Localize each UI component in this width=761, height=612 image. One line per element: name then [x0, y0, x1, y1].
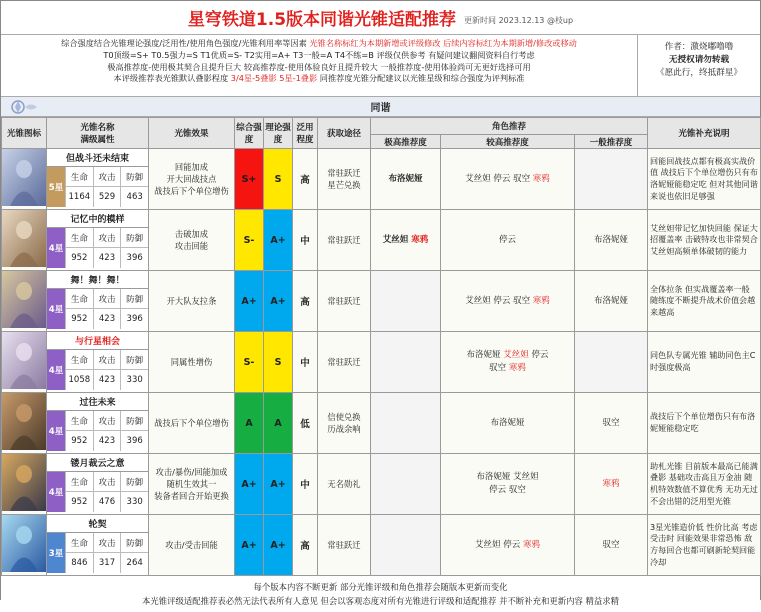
col-source: 获取途径	[318, 118, 371, 149]
extra-note: 艾丝妲带记忆加快回能 保证大招覆盖率 击破特攻也非常契合艾丝妲高频单体破韧的能力	[648, 210, 761, 271]
versatility: 中	[293, 332, 318, 393]
character-name: 布洛妮娅 艾丝妲 停云 驭空	[476, 472, 539, 495]
stat-grid	[65, 350, 148, 390]
def-value: 330	[120, 370, 148, 390]
acquisition-source: 无名勋礼	[318, 454, 371, 515]
col-icon: 光锥图标	[2, 118, 47, 149]
light-cone-icon-cell	[2, 149, 47, 210]
slogan: 《愿此行，终抵群星》	[656, 68, 742, 78]
light-cone-name-cell	[47, 149, 149, 210]
theory-rating: S	[264, 149, 293, 210]
character-name: 寒鸦	[602, 478, 620, 489]
hp-label: 生命	[65, 533, 93, 553]
extra-note: 全体拉条 但实战覆盖率一般 随练度不断提升战术价值会越来越高	[648, 271, 761, 332]
versatility: 高	[293, 271, 318, 332]
theory-rating: A+	[264, 515, 293, 576]
rec-normal	[575, 210, 648, 271]
atk-label: 攻击	[93, 228, 121, 248]
light-cone-name-cell	[47, 515, 149, 576]
hp-value: 952	[65, 248, 93, 268]
atk-value: 317	[93, 553, 121, 573]
theory-rating: A+	[264, 454, 293, 515]
extra-note: 回能回战技点都有极高实战价值 战技后下个单位增伤只有布洛妮娅能稳定吃 但对其他同谐来说也依旧足够强	[648, 149, 761, 210]
light-cone-stats	[47, 228, 148, 268]
light-cone-icon-cell	[2, 332, 47, 393]
rec-high	[441, 393, 575, 454]
page-title: 星穹铁道1.5版本同谐光锥适配推荐	[187, 10, 457, 30]
character-name: 停云 驭空	[489, 350, 549, 373]
col-theory: 理论强度	[264, 118, 293, 149]
rec-high	[441, 271, 575, 332]
atk-label: 攻击	[93, 350, 121, 370]
light-cone-name-cell	[47, 393, 149, 454]
col-high: 较高推荐度	[441, 135, 575, 149]
info-line-4: 本评级推荐表光锥默认叠影程度 3/4星-5叠影 5星-1叠影 同推荐度光锥分配建议以光锥星级和综合强度为评判标准	[113, 73, 525, 84]
acquisition-source: 常驻跃迁	[318, 271, 371, 332]
rarity-badge: 4星	[47, 228, 65, 268]
def-value: 264	[120, 553, 148, 573]
hp-value: 952	[65, 431, 93, 451]
acquisition-source: 常驻跃迁 星芒兑换	[318, 149, 371, 210]
rec-very-high	[371, 271, 441, 332]
character-name: 寒鸦	[411, 234, 429, 245]
rec-very-high	[371, 210, 441, 271]
light-cone-name: 但战斗还未结束	[47, 151, 148, 167]
col-char-rec: 角色推荐	[371, 118, 648, 135]
hp-value: 952	[65, 309, 93, 329]
light-cone-icon-cell	[2, 393, 47, 454]
light-cone-effect: 击破加成 攻击回能	[149, 210, 235, 271]
light-cone-effect: 同属性增伤	[149, 332, 235, 393]
def-label: 防御	[120, 228, 148, 248]
hp-label: 生命	[65, 167, 93, 187]
light-cone-stats	[47, 350, 148, 390]
theory-rating: A	[264, 393, 293, 454]
rec-high	[441, 515, 575, 576]
versatility: 低	[293, 393, 318, 454]
rec-very-high	[371, 454, 441, 515]
col-name: 光锥名称 满级属性	[47, 118, 149, 149]
light-cone-icon-cell	[2, 454, 47, 515]
atk-label: 攻击	[93, 411, 121, 431]
author-panel	[638, 35, 760, 96]
hp-value: 846	[65, 553, 93, 573]
overall-rating: S+	[235, 149, 264, 210]
hp-value: 952	[65, 492, 93, 512]
light-cone-effect: 开大队友拉条	[149, 271, 235, 332]
rec-high	[441, 454, 575, 515]
table-row	[2, 454, 761, 515]
light-cone-art-icon	[2, 210, 46, 267]
def-label: 防御	[120, 411, 148, 431]
author-name: 作者：激烧嘟噜噜	[664, 42, 734, 52]
light-cone-effect: 攻击/受击回能	[149, 515, 235, 576]
rarity-badge: 5星	[47, 167, 65, 207]
light-cone-stats	[47, 411, 148, 451]
stat-grid	[65, 411, 148, 451]
light-cone-icon-cell	[2, 515, 47, 576]
hp-label: 生命	[65, 289, 93, 309]
hp-label: 生命	[65, 228, 93, 248]
rec-normal	[575, 332, 648, 393]
col-normal: 一般推荐度	[575, 135, 648, 149]
light-cone-name: 舞！舞！舞！	[47, 273, 148, 289]
def-label: 防御	[120, 289, 148, 309]
table-row	[2, 515, 761, 576]
hp-value: 1058	[65, 370, 93, 390]
atk-label: 攻击	[93, 289, 121, 309]
theory-rating: A+	[264, 271, 293, 332]
light-cone-art-icon	[2, 515, 46, 572]
def-value: 396	[120, 248, 148, 268]
acquisition-source: 信使兑换 历战余响	[318, 393, 371, 454]
character-name: 艾丝妲 停云	[475, 539, 523, 550]
rec-normal	[575, 271, 648, 332]
light-cone-effect: 攻击/暴伤/回能加成 随机生效其一 装备者回合开始更换	[149, 454, 235, 515]
rec-normal	[575, 515, 648, 576]
stat-grid	[65, 289, 148, 329]
overall-rating: A+	[235, 454, 264, 515]
versatility: 中	[293, 454, 318, 515]
theory-rating: A+	[264, 210, 293, 271]
table-row	[2, 149, 761, 210]
character-name: 驭空	[602, 539, 620, 550]
extra-note: 战技后下个单位增伤只有布洛妮娅能稳定吃	[648, 393, 761, 454]
atk-value: 423	[93, 431, 121, 451]
acquisition-source: 常驻跃迁	[318, 332, 371, 393]
def-label: 防御	[120, 350, 148, 370]
atk-value: 529	[93, 187, 121, 207]
extra-note: 3星光锥造价低 性价比高 考虑受击时 回能效果非常恐怖 敌方每回合也都可刷新轮契回能冷却	[648, 515, 761, 576]
rec-high	[441, 149, 575, 210]
hp-label: 生命	[65, 350, 93, 370]
light-cone-name-cell	[47, 332, 149, 393]
col-effect: 光锥效果	[149, 118, 235, 149]
table-row	[2, 210, 761, 271]
col-overall: 综合强度	[235, 118, 264, 149]
rec-normal	[575, 393, 648, 454]
light-cone-name-cell	[47, 271, 149, 332]
atk-value: 423	[93, 370, 121, 390]
light-cone-name-cell	[47, 454, 149, 515]
title-bar	[1, 1, 760, 35]
section-title: 同谐	[370, 103, 391, 114]
overall-rating: A+	[235, 271, 264, 332]
character-name: 艾丝妲	[382, 234, 412, 245]
rec-normal	[575, 149, 648, 210]
light-cone-art-icon	[2, 393, 46, 450]
atk-label: 攻击	[93, 167, 121, 187]
rec-high	[441, 210, 575, 271]
light-cone-name: 记忆中的模样	[47, 212, 148, 228]
overall-rating: A	[235, 393, 264, 454]
light-cone-stats	[47, 533, 148, 573]
rec-very-high	[371, 515, 441, 576]
rarity-badge: 4星	[47, 411, 65, 451]
light-cone-icon-cell	[2, 210, 47, 271]
character-name: 布洛妮娅	[490, 417, 525, 428]
light-cone-art-icon	[2, 454, 46, 511]
light-cone-name: 与行星相会	[47, 334, 148, 350]
character-name: 停云	[498, 234, 516, 245]
character-name: 布洛妮娅	[593, 234, 628, 245]
character-name: 寒鸦	[532, 295, 550, 306]
table-row	[2, 332, 761, 393]
overall-rating: S-	[235, 210, 264, 271]
theory-rating: S	[264, 332, 293, 393]
character-name: 寒鸦	[532, 173, 550, 184]
light-cone-name: 镂月裁云之意	[47, 456, 148, 472]
acquisition-source: 常驻跃迁	[318, 515, 371, 576]
def-label: 防御	[120, 167, 148, 187]
col-versatility: 泛用程度	[293, 118, 318, 149]
light-cone-art-icon	[2, 271, 46, 328]
character-name: 布洛妮娅	[593, 295, 628, 306]
light-cone-art-icon	[2, 149, 46, 206]
character-name: 寒鸦	[522, 539, 540, 550]
update-time: 更新时间 2023.12.13 @枝up	[464, 16, 574, 25]
character-name: 驭空	[602, 417, 620, 428]
character-name: 艾丝妲	[503, 350, 529, 360]
info-line-2: T0顶级=S+ T0.5强力=S T1优质=S- T2实用=A+ T3一般=A T4不练=B 评级仅供参考 有疑问建议翻阅资料自行考虑	[103, 49, 535, 60]
acquisition-source: 常驻跃迁	[318, 210, 371, 271]
versatility: 中	[293, 210, 318, 271]
rec-normal	[575, 454, 648, 515]
footer-line-2: 本光锥评级适配推荐表必然无法代表所有人意见 但会以客观态度对所有光锥进行评级和适配推荐 并不断补充和更新内容 精益求精	[142, 596, 619, 606]
light-cone-name-cell	[47, 210, 149, 271]
rarity-badge: 4星	[47, 350, 65, 390]
info-line-3: 极高推荐度-使用极其契合且提升巨大 较高推荐度-使用体验良好且提升较大 一般推荐度-使用体验尚可无更好选择可用	[107, 61, 531, 72]
stat-grid	[65, 167, 148, 207]
def-value: 463	[120, 187, 148, 207]
atk-label: 攻击	[93, 472, 121, 492]
rec-very-high	[371, 332, 441, 393]
stat-grid	[65, 228, 148, 268]
hp-label: 生命	[65, 411, 93, 431]
light-cone-art-icon	[2, 332, 46, 389]
def-value: 396	[120, 309, 148, 329]
def-value: 396	[120, 431, 148, 451]
rec-very-high	[371, 393, 441, 454]
table-row	[2, 271, 761, 332]
col-extra: 光锥补充说明	[648, 118, 761, 149]
def-label: 防御	[120, 533, 148, 553]
light-cone-effect: 回能加成 开大回战技点 战技后下个单位增伤	[149, 149, 235, 210]
light-cone-table	[1, 117, 761, 576]
section-header	[1, 97, 760, 117]
def-value: 330	[120, 492, 148, 512]
light-cone-name: 轮契	[47, 517, 148, 533]
rarity-badge: 4星	[47, 472, 65, 512]
character-name: 艾丝妲 停云 驭空	[465, 295, 533, 306]
harmony-path-icon	[5, 98, 43, 116]
table-row	[2, 393, 761, 454]
rating-explanation	[1, 35, 638, 96]
character-name: 布洛妮娅	[388, 173, 423, 184]
light-cone-stats	[47, 289, 148, 329]
atk-value: 423	[93, 248, 121, 268]
overall-rating: A+	[235, 515, 264, 576]
hp-label: 生命	[65, 472, 93, 492]
def-label: 防御	[120, 472, 148, 492]
stat-grid	[65, 472, 148, 512]
stat-grid	[65, 533, 148, 573]
character-name: 艾丝妲 停云 驭空	[465, 173, 533, 184]
hp-value: 1164	[65, 187, 93, 207]
rec-high	[441, 332, 575, 393]
overall-rating: S-	[235, 332, 264, 393]
atk-value: 476	[93, 492, 121, 512]
no-repost-notice: 无授权请勿转载	[668, 55, 730, 65]
light-cone-effect: 战技后下个单位增伤	[149, 393, 235, 454]
info-panel	[1, 35, 760, 97]
extra-note: 助札光锥 目前版本最高已能满叠影 基础攻击高且万金油 随机特效数值不算优秀 无功无过不会出错的泛用型光锥	[648, 454, 761, 515]
info-line-1: 综合强度结合光锥理论强度/泛用性/使用角色强度/光锥利用率等因素 光锥名称标红为本期新增或评级修改 后续内容标红为本期新增/修改或移动	[61, 38, 577, 48]
rarity-badge: 3星	[47, 533, 65, 573]
light-cone-stats	[47, 167, 148, 207]
light-cone-name: 过往未来	[47, 395, 148, 411]
versatility: 高	[293, 149, 318, 210]
footer	[1, 576, 760, 612]
light-cone-icon-cell	[2, 271, 47, 332]
rarity-badge: 4星	[47, 289, 65, 329]
atk-label: 攻击	[93, 533, 121, 553]
rec-very-high	[371, 149, 441, 210]
versatility: 高	[293, 515, 318, 576]
atk-value: 423	[93, 309, 121, 329]
extra-note: 同色队专属光锥 辅助同色主C时强度极高	[648, 332, 761, 393]
character-name: 寒鸦	[508, 363, 526, 373]
footer-line-1: 每个版本内容不断更新 部分光锥评级和角色推荐会随版本更新而变化	[253, 582, 508, 592]
col-very-high: 极高推荐度	[371, 135, 441, 149]
light-cone-stats	[47, 472, 148, 512]
character-name: 布洛妮娅	[466, 350, 504, 360]
